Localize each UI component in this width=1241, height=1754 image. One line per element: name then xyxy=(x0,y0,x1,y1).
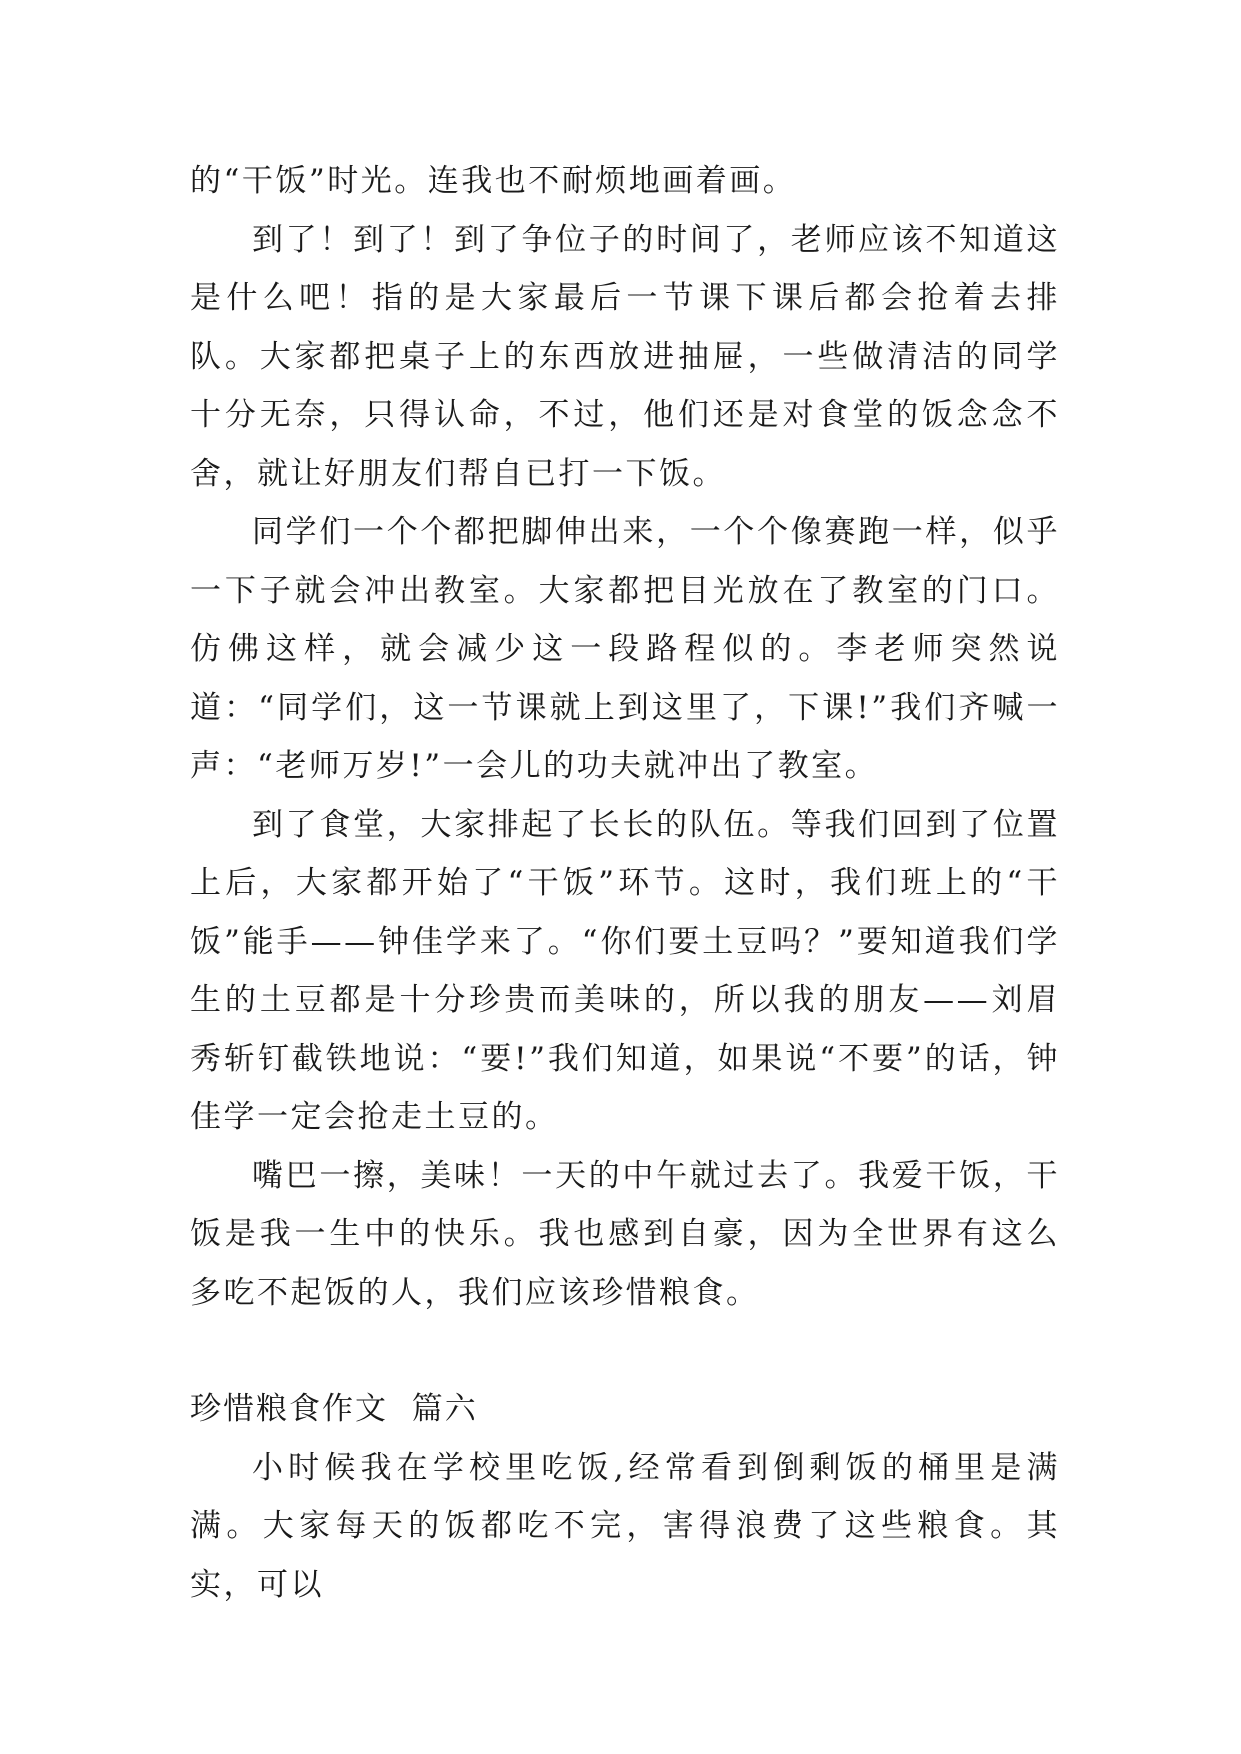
section-title: 珍惜粮食作文 篇六 xyxy=(190,1391,478,1427)
document-body xyxy=(190,152,1060,1614)
paragraph-scramble-seats: 到了！到了！到了争位子的时间了，老师应该不知道这是什么吧！指的是大家最后一节课下课后都会抢着去排队。大家都把桌子上的东西放进抽屉，一些做清洁的同学十分无奈，只得认命，不过，他们还是对食堂的饭念念不舍，就让好朋友们帮自已打一下饭。 xyxy=(190,221,1060,492)
paragraph-canteen: 到了食堂，大家排起了长长的队伍。等我们回到了位置上后，大家都开始了“干饭”环节。这时，我们班上的“干饭”能手——钟佳学来了。“你们要土豆吗？”要知道我们学生的土豆都是十分珍贵而美味的，所以我的朋友——刘眉秀斩钉截铁地说：“要!”我们知道，如果说“不要”的话，钟佳学一定会抢走土豆的。 xyxy=(190,806,1060,1135)
paragraph-conclusion: 嘴巴一擦，美味！一天的中午就过去了。我爱干饭，干饭是我一生中的快乐。我也感到自豪，因为全世界有这么多吃不起饭的人，我们应该珍惜粮食。 xyxy=(190,1157,1060,1311)
paragraph-continuation: 的“干饭”时光。连我也不耐烦地画着画。 xyxy=(190,163,797,199)
paragraph-rush-out: 同学们一个个都把脚伸出来，一个个像赛跑一样，似乎一下子就会冲出教室。大家都把目光放在了教室的门口。仿佛这样，就会减少这一段路程似的。李老师突然说道：“同学们，这一节课就上到这里了，下课!”我们齐喊一声：“老师万岁!”一会儿的功夫就冲出了教室。 xyxy=(190,514,1060,784)
paragraph-section-six-start: 小时候我在学校里吃饭,经常看到倒剩饭的桶里是满满。大家每天的饭都吃不完，害得浪费了这些粮食。其实，可以 xyxy=(190,1449,1060,1603)
